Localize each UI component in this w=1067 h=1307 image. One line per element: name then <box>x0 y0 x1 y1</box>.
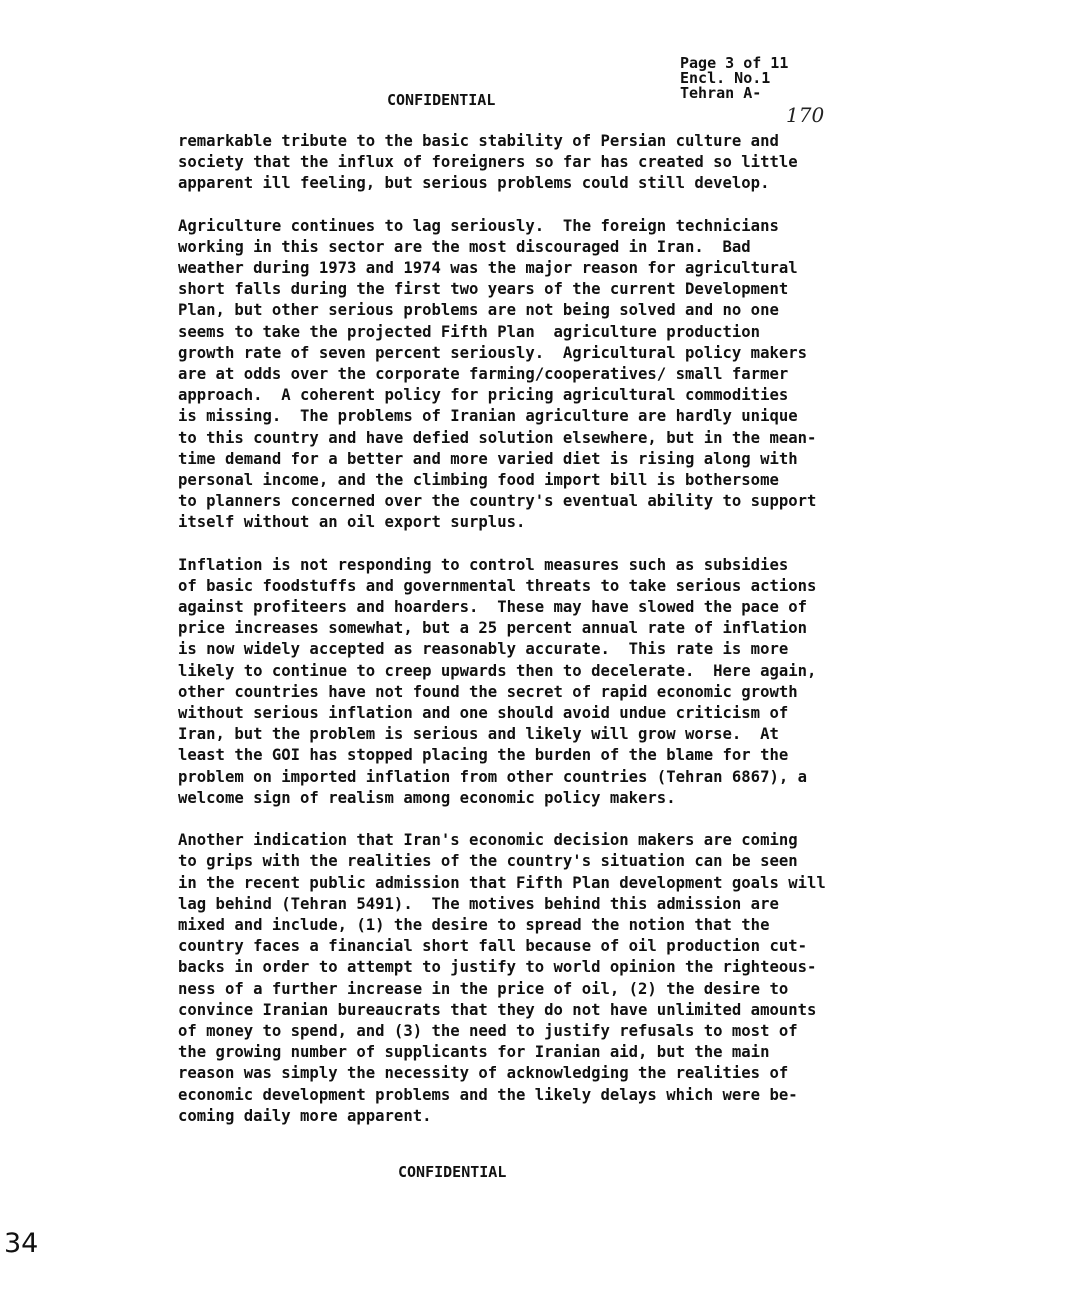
text-line: apparent ill feeling, but serious problems could still develop. <box>178 174 770 193</box>
text-line: time demand for a better and more varied diet is rising along with <box>178 449 798 468</box>
text-line: is missing. The problems of Iranian agriculture are hardly unique <box>178 407 798 426</box>
text-line: to this country and have defied solution elsewhere, but in the mean- <box>178 428 817 447</box>
text-line: coming daily more apparent. <box>178 1106 432 1125</box>
text-line: ness of a further increase in the price of oil, (2) the desire to <box>178 979 789 998</box>
text-line: price increases somewhat, but a 25 percent annual rate of inflation <box>178 619 808 638</box>
text-line: personal income, and the climbing food import bill is bothersome <box>178 471 779 490</box>
text-line: growth rate of seven percent seriously. Agricultural policy makers <box>178 343 808 362</box>
text-line: remarkable tribute to the basic stability of Persian culture and <box>178 132 779 150</box>
classification-footer: CONFIDENTIAL <box>398 1163 507 1181</box>
text-line: society that the influx of foreigners so far has created so little <box>178 153 798 172</box>
classification-header: CONFIDENTIAL <box>387 91 496 109</box>
text-line: working in this sector are the most discouraged in Iran. Bad <box>178 237 751 256</box>
text-line: weather during 1973 and 1974 was the major reason for agricultural <box>178 259 798 278</box>
page-stamp-number: 34 <box>4 1228 39 1259</box>
text-line: Agriculture continues to lag seriously. The foreign technicians <box>178 216 779 235</box>
text-line: approach. A coherent policy for pricing agricultural commodities <box>178 386 789 405</box>
text-line: to planners concerned over the country's eventual ability to support <box>178 492 817 511</box>
enclosure-ref: Encl. No.1 <box>680 69 771 87</box>
text-line: Inflation is not responding to control measures such as subsidies <box>178 555 789 574</box>
handwritten-airgram-number: 170 <box>786 103 825 127</box>
text-line: are at odds over the corporate farming/cooperatives/ small farmer <box>178 365 789 384</box>
text-line: Another indication that Iran's economic decision makers are coming <box>178 831 798 850</box>
text-line: in the recent public admission that Fifth Plan development goals will <box>178 873 826 892</box>
page-reference-block <box>680 56 788 101</box>
text-line: to grips with the realities of the country's situation can be seen <box>178 852 798 871</box>
text-line: problem on imported inflation from other countries (Tehran 6867), a <box>178 767 808 786</box>
text-line: of money to spend, and (3) the need to justify refusals to most of <box>178 1021 798 1040</box>
text-line: against profiteers and hoarders. These may have slowed the pace of <box>178 598 808 617</box>
text-line: is now widely accepted as reasonably accurate. This rate is more <box>178 640 789 659</box>
text-line: mixed and include, (1) the desire to spread the notion that the <box>178 915 770 934</box>
text-line: country faces a financial short fall because of oil production cut- <box>178 937 808 956</box>
text-line: convince Iranian bureaucrats that they do not have unlimited amounts <box>178 1000 817 1019</box>
paragraph-2 <box>178 216 898 534</box>
paragraph-1 <box>178 131 898 195</box>
text-line: seems to take the projected Fifth Plan agriculture production <box>178 322 761 341</box>
text-line: reason was simply the necessity of acknowledging the realities of <box>178 1064 789 1083</box>
text-line: welcome sign of realism among economic policy makers. <box>178 788 676 807</box>
text-line: least the GOI has stopped placing the burden of the blame for the <box>178 746 789 765</box>
text-line: economic development problems and the likely delays which were be- <box>178 1085 798 1104</box>
text-line: of basic foodstuffs and governmental threats to take serious actions <box>178 576 817 595</box>
paragraph-3 <box>178 555 898 809</box>
text-line: short falls during the first two years of the current Development <box>178 280 789 299</box>
text-line: Iran, but the problem is serious and likely will grow worse. At <box>178 725 779 744</box>
text-line: likely to continue to creep upwards then to decelerate. Here again, <box>178 661 817 680</box>
text-line: without serious inflation and one should avoid undue criticism of <box>178 704 789 723</box>
text-line: Plan, but other serious problems are not being solved and no one <box>178 301 779 320</box>
text-line: the growing number of supplicants for Iranian aid, but the main <box>178 1043 770 1062</box>
airgram-ref: Tehran A- <box>680 84 762 102</box>
page-number-ref: Page 3 of 11 <box>680 54 789 72</box>
text-line: itself without an oil export surplus. <box>178 513 526 532</box>
text-line: other countries have not found the secret of rapid economic growth <box>178 682 798 701</box>
paragraph-4 <box>178 830 898 1127</box>
document-body <box>178 131 898 1148</box>
text-line: backs in order to attempt to justify to world opinion the righteous- <box>178 958 817 977</box>
text-line: lag behind (Tehran 5491). The motives behind this admission are <box>178 894 779 913</box>
